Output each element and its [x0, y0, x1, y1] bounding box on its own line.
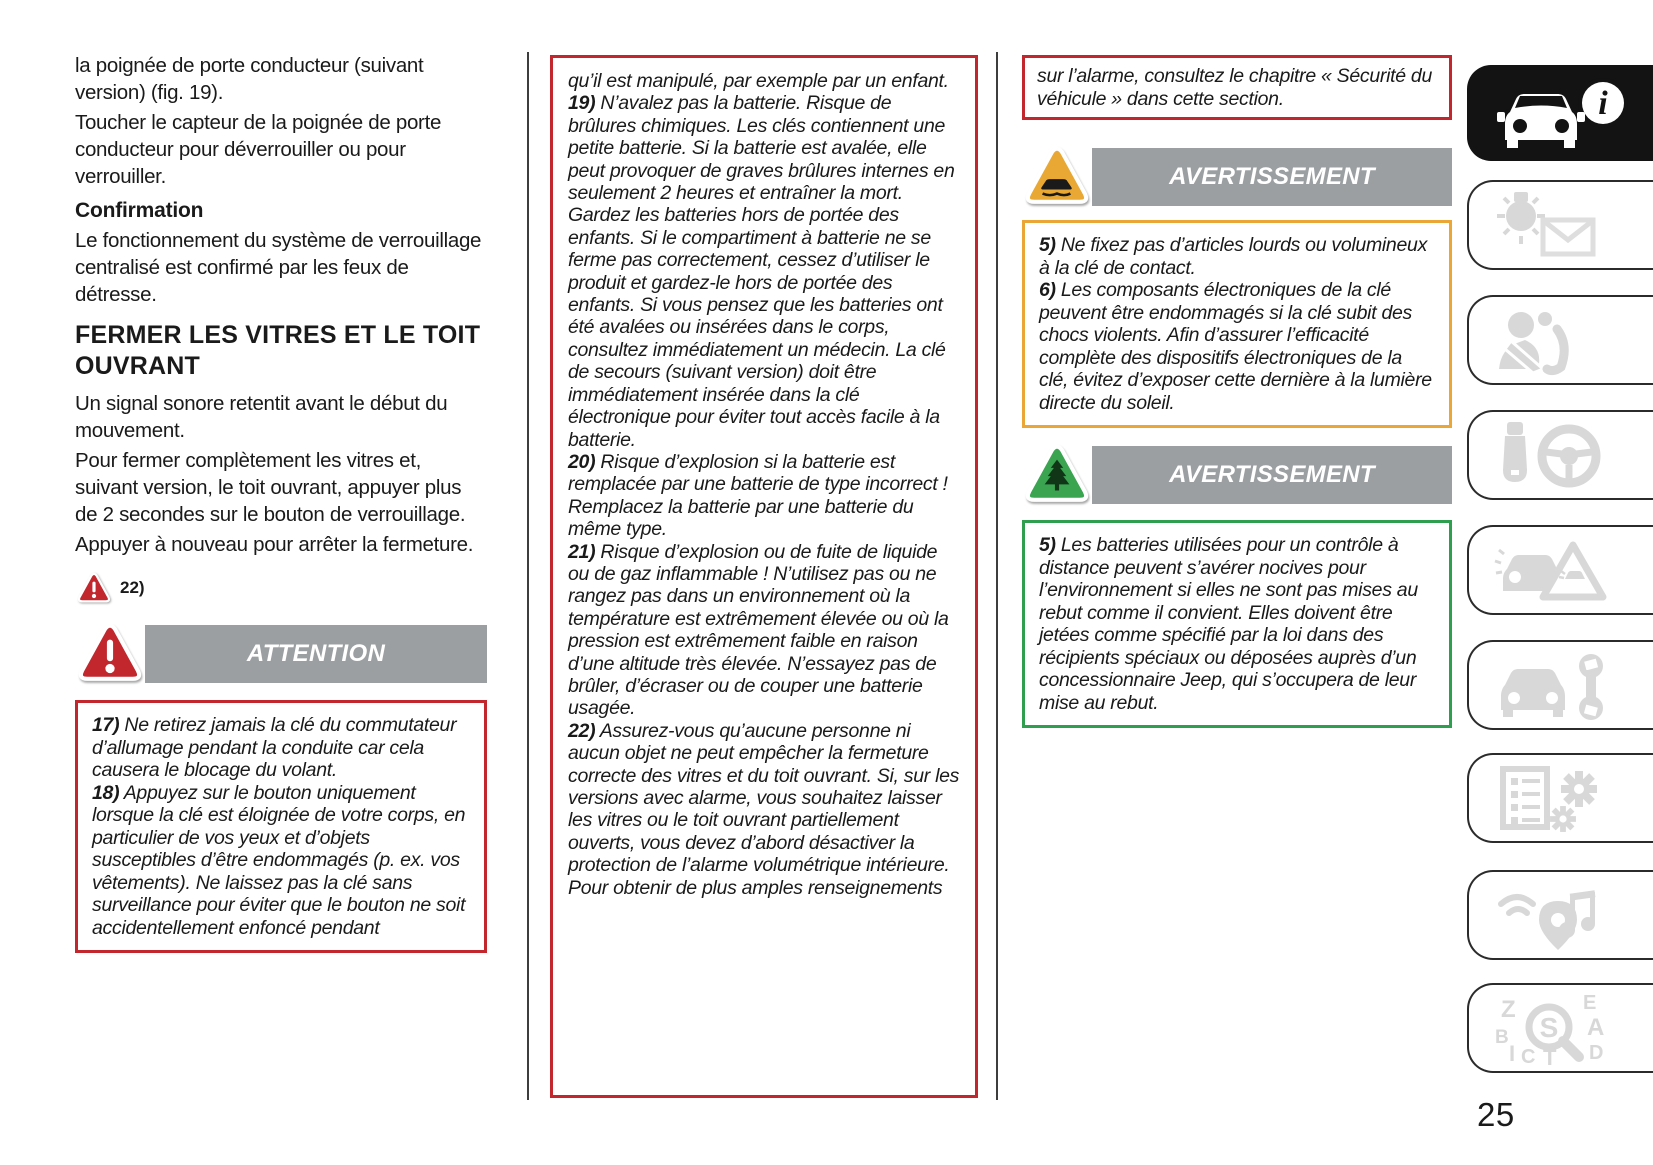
attention-title: ATTENTION: [145, 625, 487, 683]
car-service-wrench-icon: [1487, 648, 1637, 722]
svg-text:A: A: [1587, 1014, 1605, 1041]
slippery-road-triangle-icon: [1024, 144, 1090, 206]
warning-item: 21) Risque d’explosion ou de fuite de liquide ou de gaz inflammable ! N’utilisez pas ou ne rangez pas dans un environnement où la température est extrêmement élevée ou où la pression est extrêmement faible en raison d’une altitude très élevée. N’essayez pas de brûler, d’écraser ou de couper une batterie usagée.: [568, 540, 949, 720]
svg-text:E: E: [1583, 992, 1597, 1014]
warning-item: 17) Ne retirez jamais la clé du commutateur d’allumage pendant la conduite car cela causera le blocage du volant.: [92, 714, 457, 781]
svg-text:Z: Z: [1501, 996, 1516, 1023]
environment-box: [1022, 520, 1452, 728]
multimedia-navigation-icon: [1487, 878, 1637, 952]
warning-item: 19) N’avalez pas la batterie. Risque de brûlures chimiques. Les clés contiennent une petite batterie. Si la batterie est avalée, elle peut provoquer de graves brûlures internes en seulement 2 heures et entraîner la mort. Gardez les batteries hors de portée des enfants. Si le compartiment à batterie ne se ferme pas correctement, cessez d’utiliser le produit et gardez-le hors de portée des enfants. Si vous pensez que les batteries ont été avalées ou insérées dans le corps, consultez immédiatement un médecin. La clé de secours (suivant version) doit être immédiatement insérée dans la clé électronique pour éviter tout accès facile à la batterie.: [568, 92, 955, 451]
avertissement-title: AVERTISSEMENT: [1092, 148, 1452, 206]
tab-emergency[interactable]: [1467, 525, 1653, 615]
avertissement-header-2: [1022, 446, 1452, 504]
note-reference: [77, 572, 487, 603]
warning-item: 18) Appuyez sur le bouton uniquement lorsque la clé est éloignée de votre corps, en particulier de vos yeux et d’objets susceptibles d’être endommagés (p. ex. vos vêtements). Ne laissez pas la clé sans surveillance pour éviter que le bouton ne soit accidentellement enfoncé pendant: [92, 781, 466, 939]
paragraph: Appuyer à nouveau pour arrêter la fermeture.: [75, 533, 474, 556]
tab-vehicle-info[interactable]: [1467, 65, 1653, 161]
tab-index[interactable]: [1467, 983, 1653, 1073]
attention-box: [75, 700, 487, 953]
warning-item: sur l’alarme, consultez le chapitre « Sécurité du véhicule » dans cette section.: [1037, 65, 1433, 110]
column-right: [1022, 55, 1452, 728]
column-divider: [996, 52, 998, 1100]
paragraph: la poignée de porte conducteur (suivant version) (fig. 19).: [75, 54, 424, 104]
attention-header: [75, 625, 487, 683]
section-heading: FERMER LES VITRES ET LE TOIT OUVRANT: [75, 321, 481, 380]
svg-text:S: S: [1539, 1012, 1559, 1043]
environment-triangle-icon: [1024, 442, 1090, 504]
svg-text:C: C: [1521, 1046, 1536, 1065]
svg-text:I: I: [1509, 1041, 1516, 1065]
warning-triangle-icon: [77, 572, 111, 603]
paragraph: Pour fermer complètement les vitres et, suivant version, le toit ouvrant, appuyer plus de 2 secondes sur le bouton de verrouillage.: [75, 449, 466, 526]
paragraph: Toucher le capteur de la poignée de porte conducteur pour déverrouiller ou pour verrouiller.: [75, 111, 442, 188]
avertissement-title: AVERTISSEMENT: [1092, 446, 1452, 504]
avertissement-icon-cell: [1022, 446, 1092, 504]
emergency-breakdown-icon: [1487, 533, 1637, 607]
column-divider: [527, 52, 529, 1100]
alphabetical-index-icon: [1487, 991, 1637, 1065]
paragraph: Un signal sonore retentit avant le début du mouvement.: [75, 392, 448, 442]
avertissement-icon-cell: [1022, 148, 1092, 206]
attention-icon-cell: [75, 625, 145, 683]
tab-multimedia[interactable]: [1467, 870, 1653, 960]
tab-safety[interactable]: [1467, 295, 1653, 385]
svg-text:D: D: [1589, 1042, 1604, 1064]
subheading-confirmation: Confirmation: [75, 199, 204, 222]
page-number: 25: [1477, 1096, 1515, 1133]
column-left: [75, 52, 487, 953]
warning-notes-box: [550, 55, 978, 1098]
technical-data-icon: [1487, 761, 1637, 835]
warning-item: qu’il est manipulé, par exemple par un enfant.: [568, 70, 949, 92]
warning-item: 20) Risque d’explosion si la batterie est remplacée par une batterie de type incorrect ! Remplacez la batterie par une batterie du même type.: [568, 450, 948, 541]
note-number: 22): [120, 577, 145, 597]
attention-triangle-icon: [77, 621, 143, 683]
warning-item: 22) Assurez-vous qu’aucune personne ni aucun objet ne peut empêcher la fermeture correcte des vitres et du toit ouvrant. Si, sur les versions avec alarme, vous souhaitez laisser les vitres ou le toit ouvrant partiellement ouverts, vous devez d’abord désactiver la protection de l’alarme volumétrique intérieure. Pour obtenir de plus amples renseignements: [568, 719, 960, 899]
warning-lights-messages-icon: [1487, 188, 1637, 262]
svg-text:B: B: [1495, 1027, 1509, 1048]
tab-starting-driving[interactable]: [1467, 410, 1653, 500]
caution-box: [1022, 220, 1452, 428]
tab-servicing[interactable]: [1467, 640, 1653, 730]
car-info-icon: [1485, 76, 1635, 150]
tab-warning-lights[interactable]: [1467, 180, 1653, 270]
warning-item: 5) Ne fixez pas d’articles lourds ou volumineux à la clé de contact.: [1039, 234, 1428, 279]
section-tab-sidebar: [1467, 0, 1653, 1165]
warning-notes-continued-box: [1022, 55, 1452, 120]
svg-text:T: T: [1543, 1045, 1557, 1065]
warning-item: 6) Les composants électroniques de la clé peuvent être endommagés si la clé subit des chocs violents. Afin d’assurer l’efficacité complète des dispositifs électroniques de la clé, évitez d’exposer cette dernière à la lumière directe du soleil.: [1039, 279, 1432, 414]
ignition-steering-icon: [1487, 418, 1637, 492]
safety-seatbelt-icon: [1487, 303, 1637, 377]
paragraph: Le fonctionnement du système de verrouillage centralisé est confirmé par les feux de détresse.: [75, 229, 482, 306]
avertissement-header-1: [1022, 148, 1452, 206]
warning-item: 5) Les batteries utilisées pour un contrôle à distance peuvent s’avérer nocives pour l’environnement si elles ne sont pas mises au rebut comme il convient. Elles doivent être jetées comme spécifié par la loi dans des récipients spéciaux ou déposées auprès d’un concessionnaire Jeep, qui s’occupera de leur mise au rebut.: [1039, 534, 1418, 714]
svg-text:i: i: [1598, 85, 1608, 122]
tab-technical-data[interactable]: [1467, 753, 1653, 843]
